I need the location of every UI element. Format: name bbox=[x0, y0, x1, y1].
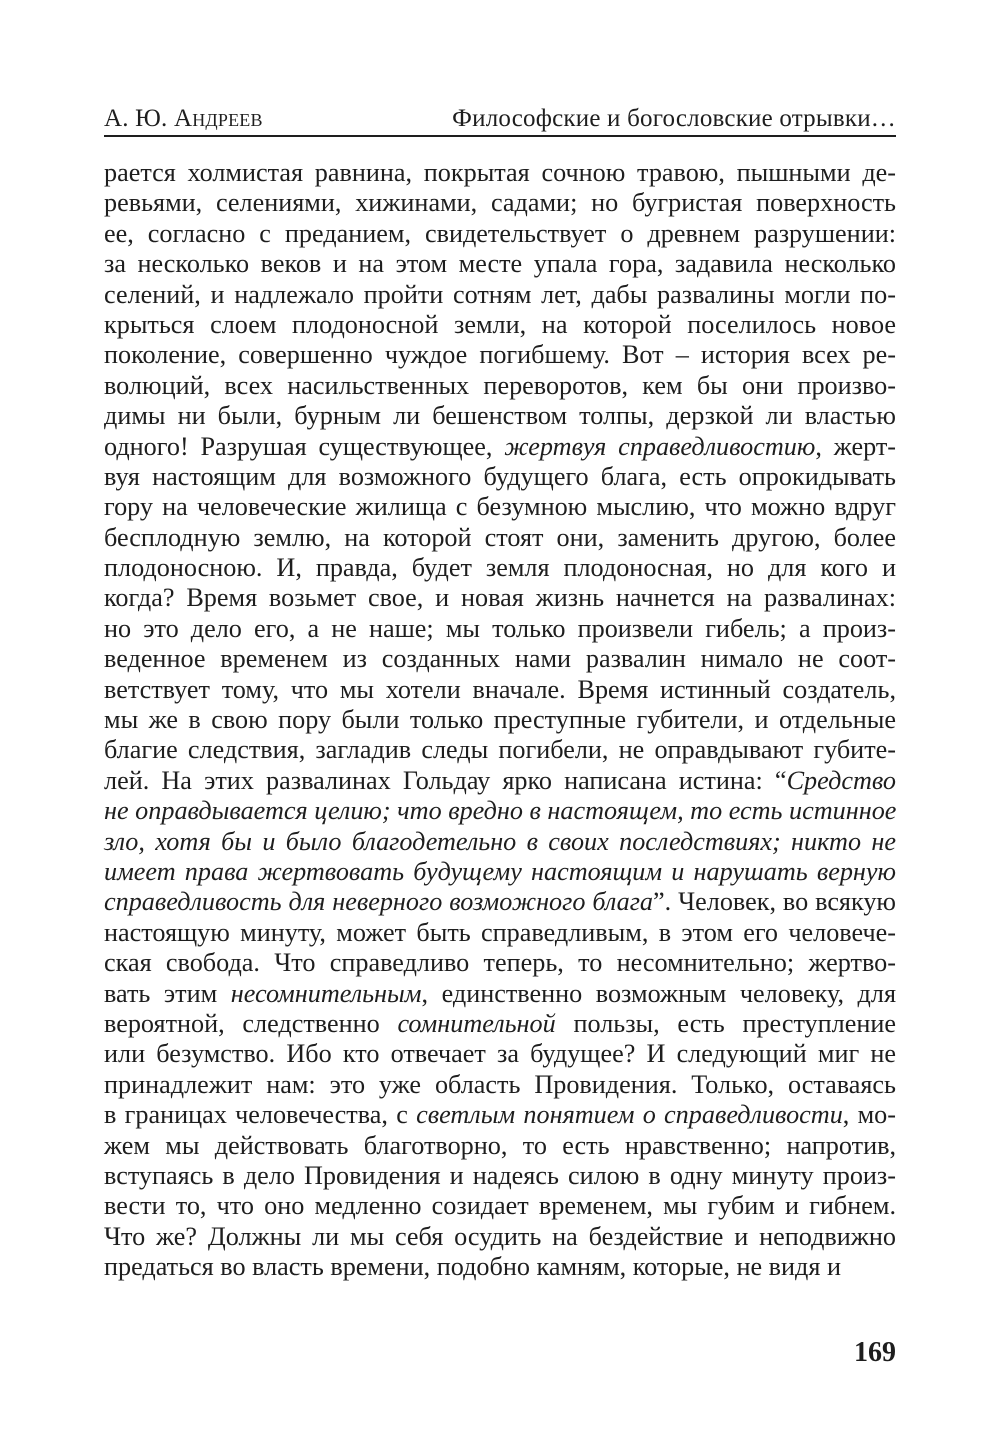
italic-segment: имеет права жертвовать будущему настоящим и нарушать верную bbox=[104, 856, 896, 886]
text-line bbox=[104, 492, 896, 522]
text-segment: за несколько веков и на этом месте упала гора, задавила несколько bbox=[104, 249, 896, 279]
text-segment: лей. На этих развалинах Гольдау ярко написана истина: “ bbox=[104, 765, 787, 795]
text-segment: настоящую минуту, может быть справедливым, в этом его человече- bbox=[104, 917, 896, 947]
italic-segment: Средство bbox=[786, 765, 896, 795]
text-segment: когда? Время возьмет свое, и новая жизнь начнется на развалинах: bbox=[104, 583, 896, 613]
text-segment: пользы, есть преступление bbox=[555, 1008, 896, 1038]
text-segment: плодоносною. И, правда, будет земля плодоносная, но для кого и bbox=[104, 553, 896, 583]
text-line bbox=[104, 614, 896, 644]
italic-segment: справедливость для неверного возможного блага bbox=[104, 887, 654, 917]
text-segment: ревьями, селениями, хижинами, садами; но бугристая поверхность bbox=[104, 188, 896, 218]
italic-segment: светлым понятием о справедливости bbox=[416, 1100, 843, 1130]
text-segment: вать этим bbox=[104, 978, 231, 1008]
text-segment: ская свобода. Что справедливо теперь, то несомнительно; жертво- bbox=[104, 948, 896, 978]
text-segment: Что же? Должны ли мы себя осудить на бездействие и неподвижно bbox=[104, 1221, 896, 1251]
text-line bbox=[104, 340, 896, 370]
header-author bbox=[104, 104, 263, 134]
running-head bbox=[104, 98, 896, 134]
text-segment: одного! Разрушая существующее, bbox=[104, 431, 505, 461]
text-line bbox=[104, 432, 896, 462]
text-segment: волюций, всех насильственных переворотов, кем бы они произво- bbox=[104, 370, 896, 400]
text-line bbox=[104, 1039, 896, 1069]
text-line bbox=[104, 158, 896, 188]
text-segment: вуя настоящим для возможного будущего блага, есть опрокидывать bbox=[104, 461, 896, 491]
text-segment: , единственно возможным человеку, для bbox=[421, 978, 896, 1008]
text-line bbox=[104, 219, 896, 249]
text-line bbox=[104, 735, 896, 765]
text-line bbox=[104, 1100, 896, 1130]
text-line bbox=[104, 280, 896, 310]
italic-segment: несомнительным bbox=[230, 978, 422, 1008]
text-segment: ”. Человек, во всякую bbox=[653, 887, 896, 917]
italic-segment: зло, хотя бы и было благодетельно в своих последствиях; никто не bbox=[104, 826, 896, 856]
text-segment: мы же в свою пору были только преступные губители, и отдельные bbox=[104, 705, 896, 735]
text-line bbox=[104, 887, 896, 917]
header-title: Философские и богословские отрывки… bbox=[452, 105, 896, 132]
text-line bbox=[104, 401, 896, 431]
text-line bbox=[104, 644, 896, 674]
text-segment: вероятной, следственно bbox=[104, 1008, 398, 1038]
header-rule bbox=[104, 135, 896, 137]
text-line bbox=[104, 705, 896, 735]
text-line bbox=[104, 1070, 896, 1100]
text-segment: ветствует тому, что мы хотели вначале. Время истинный создатель, bbox=[104, 674, 896, 704]
text-segment: крыться слоем плодоносной земли, на которой поселилось новое bbox=[104, 309, 896, 339]
text-line bbox=[104, 1222, 896, 1252]
page-number: 169 bbox=[854, 1337, 896, 1368]
text-line bbox=[104, 1191, 896, 1221]
text-segment: димы ни были, бурным ли бешенством толпы, дерзкой ли властью bbox=[104, 401, 896, 431]
text-line bbox=[104, 796, 896, 826]
text-segment: принадлежит нам: это уже область Провидения. Только, оставаясь bbox=[104, 1069, 896, 1099]
text-line bbox=[104, 462, 896, 492]
text-segment: предаться во власть времени, подобно камням, которые, не видя и bbox=[104, 1252, 841, 1282]
text-segment: благие следствия, загладив следы погибели, не оправдывают губите- bbox=[104, 735, 896, 765]
text-line bbox=[104, 523, 896, 553]
text-line bbox=[104, 979, 896, 1009]
text-segment: рается холмистая равнина, покрытая сочною травою, пышными де- bbox=[104, 158, 896, 187]
text-segment: жем мы действовать благотворно, то есть нравственно; напротив, bbox=[104, 1130, 896, 1160]
text-line bbox=[104, 1009, 896, 1039]
text-segment: вести то, что оно медленно созидает временем, мы губим и гибнем. bbox=[104, 1191, 896, 1221]
text-line bbox=[104, 188, 896, 218]
italic-segment: жертвуя справедливостию bbox=[504, 431, 816, 461]
author-surname: Андреев bbox=[173, 105, 263, 132]
text-line bbox=[104, 918, 896, 948]
text-line bbox=[104, 310, 896, 340]
text-segment: но это дело его, а не наше; мы только произвели гибель; а произ- bbox=[104, 613, 896, 643]
text-line bbox=[104, 553, 896, 583]
text-segment: веденное временем из созданных нами развалин нимало не соот- bbox=[104, 644, 896, 674]
text-line bbox=[104, 675, 896, 705]
text-segment: ее, согласно с преданием, свидетельствует о древнем разрушении: bbox=[104, 218, 896, 248]
italic-segment: сомнительной bbox=[397, 1008, 556, 1038]
text-segment: в границах человечества, с bbox=[104, 1100, 417, 1130]
text-line bbox=[104, 1161, 896, 1191]
text-line bbox=[104, 249, 896, 279]
text-segment: селений, и надлежало пройти сотням лет, дабы развалины могли по- bbox=[104, 279, 896, 309]
text-segment: поколение, совершенно чуждое погибшему. Вот – история всех ре- bbox=[104, 340, 896, 370]
text-line bbox=[104, 1131, 896, 1161]
text-line bbox=[104, 827, 896, 857]
author-initials: А. Ю. bbox=[104, 105, 168, 132]
text-line bbox=[104, 1252, 896, 1282]
italic-segment: не оправдывается целию; что вредно в настоящем, то есть истинное bbox=[104, 796, 897, 826]
text-segment: гору на человеческие жилища с безумною мыслию, что можно вдруг bbox=[104, 492, 896, 522]
text-line bbox=[104, 583, 896, 613]
text-segment: вступаясь в дело Провидения и надеясь силою в одну минуту произ- bbox=[104, 1160, 896, 1190]
text-line bbox=[104, 766, 896, 796]
text-segment: , мо- bbox=[842, 1100, 896, 1130]
text-segment: , жерт- bbox=[815, 431, 896, 461]
text-line bbox=[104, 857, 896, 887]
text-segment: или безумство. Ибо кто отвечает за будущее? И следующий миг не bbox=[104, 1039, 896, 1069]
body-text bbox=[104, 158, 896, 1282]
text-line bbox=[104, 948, 896, 978]
text-line bbox=[104, 371, 896, 401]
text-segment: бесплодную землю, на которой стоят они, заменить другою, более bbox=[104, 522, 896, 552]
